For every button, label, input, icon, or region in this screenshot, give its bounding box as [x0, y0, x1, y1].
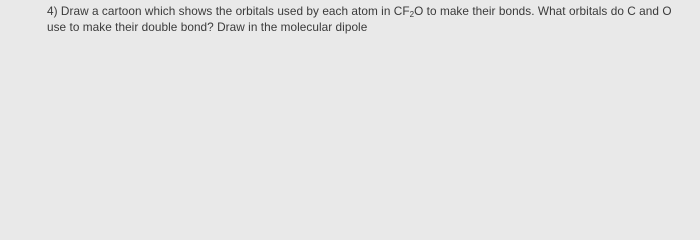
- formula-subscript: 2: [409, 10, 415, 19]
- question-line-2: use to make their double bond? Draw in the molecular dipole: [47, 20, 368, 34]
- question-text: [47, 3, 697, 35]
- question-line-1-text-a: 4) Draw a cartoon which shows the orbitals used by each atom in CF: [47, 4, 410, 18]
- question-line-1: [47, 3, 697, 19]
- question-line-1-text-b: O to make their bonds. What orbitals do C and O: [414, 4, 672, 18]
